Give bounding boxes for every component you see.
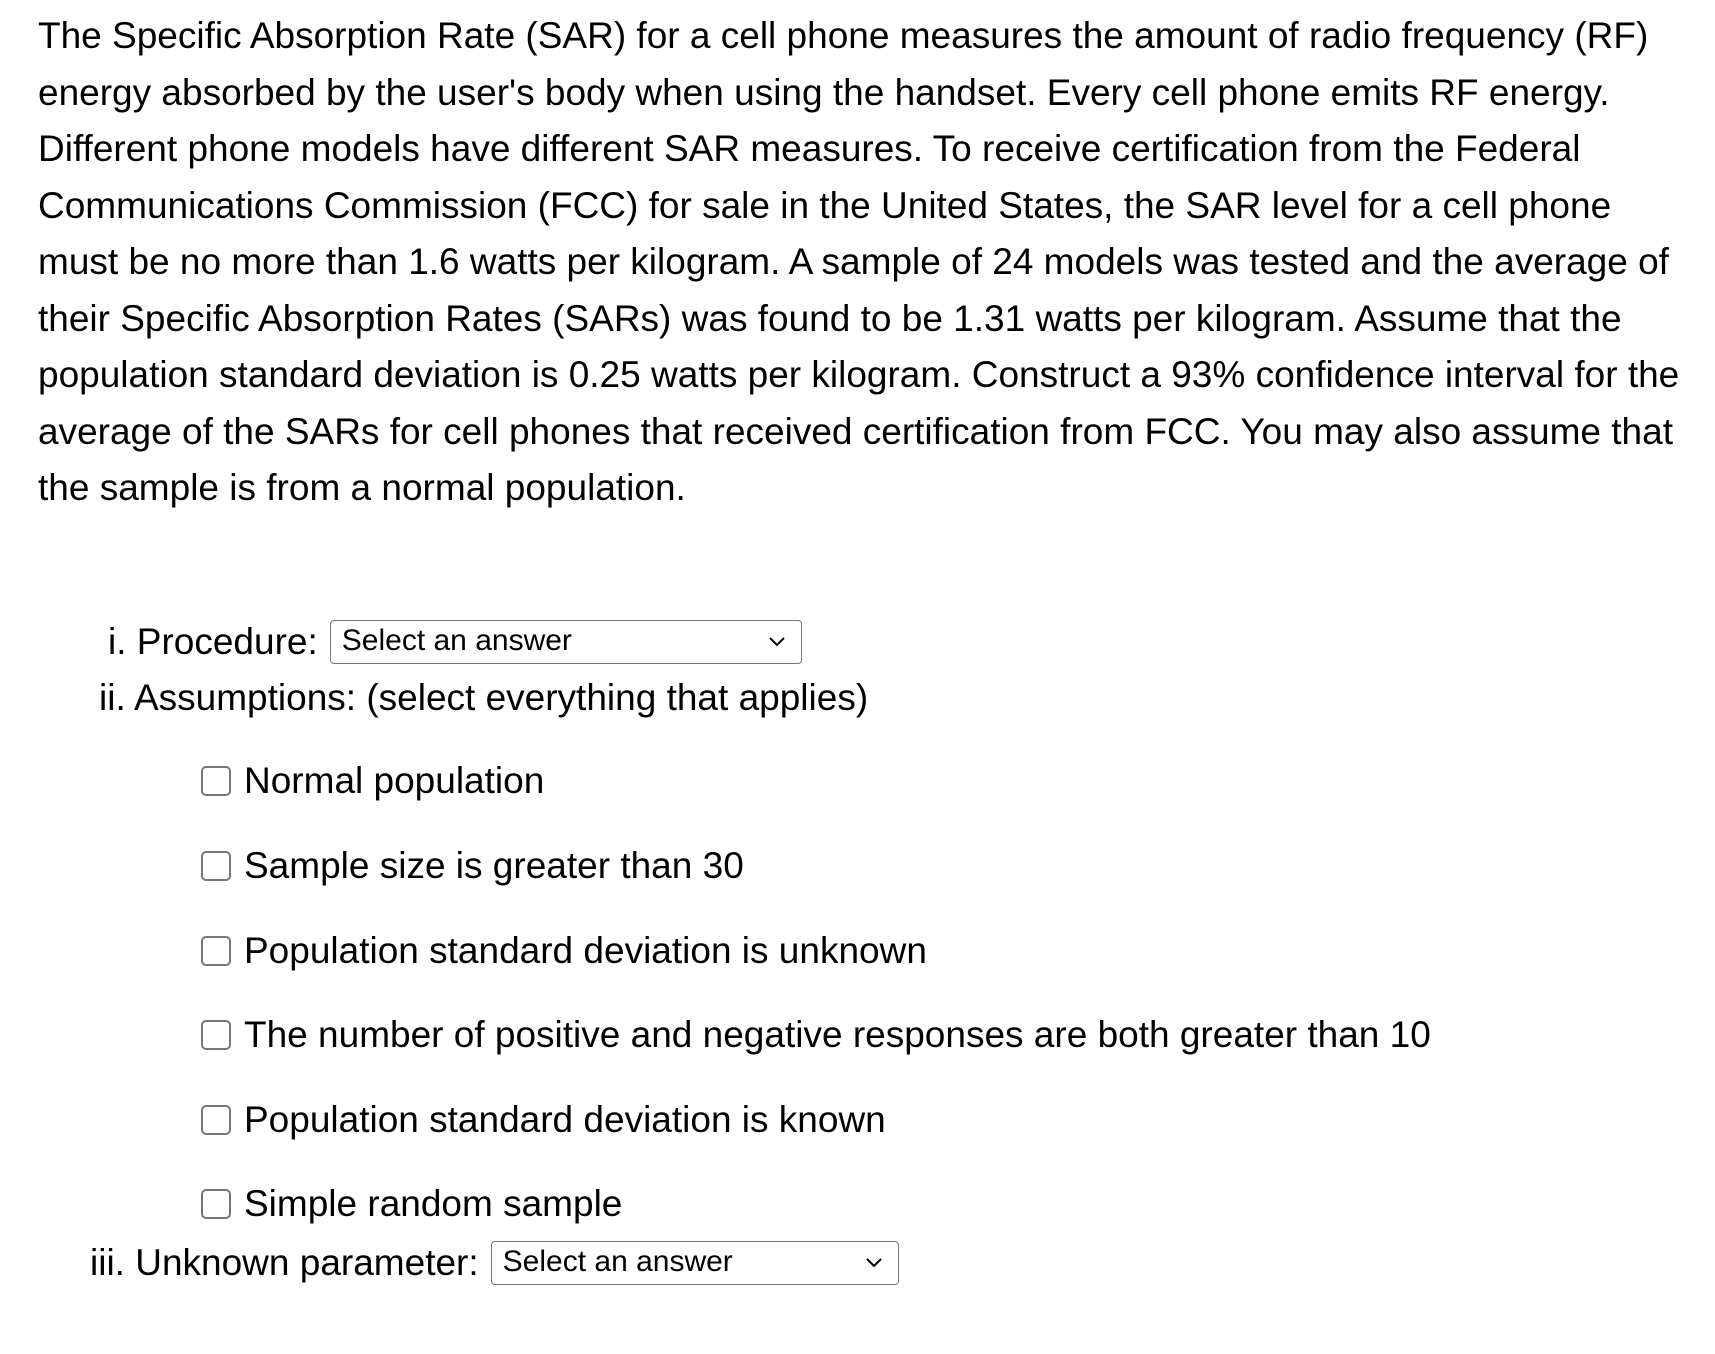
checkbox-icon[interactable] [201, 936, 231, 966]
assumptions-label: ii. Assumptions: (select everything that applies) [99, 677, 869, 718]
assumption-option-label: Population standard deviation is unknown [244, 930, 927, 971]
unknown-parameter-question [90, 1241, 899, 1285]
assumption-option[interactable] [201, 759, 544, 803]
assumption-option-label: Normal population [244, 760, 545, 801]
chevron-down-icon [767, 631, 787, 651]
assumption-option[interactable] [201, 1013, 1431, 1057]
assumption-option[interactable] [201, 844, 744, 888]
checkbox-icon[interactable] [201, 1105, 231, 1135]
procedure-select-value: Select an answer [341, 624, 572, 657]
checkbox-icon[interactable] [201, 1020, 231, 1050]
checkbox-icon[interactable] [201, 851, 231, 881]
procedure-question [108, 620, 802, 664]
unknown-parameter-select-value: Select an answer [502, 1245, 733, 1278]
assumption-option-label: Simple random sample [244, 1183, 623, 1224]
procedure-select[interactable] [330, 620, 802, 664]
unknown-parameter-select[interactable] [491, 1241, 899, 1285]
problem-statement: The Specific Absorption Rate (SAR) for a cell phone measures the amount of radio frequency (RF) energy absorbed by the user's body when using the handset. Every cell phone emits RF energy. Different phone models have different SAR measures. To receive certification from the Federal Communications Commission (FCC) for sale in the United States, the SAR level for a cell phone must be no more than 1.6 watts per kilogram. A sample of 24 models was tested and the average of their Specific Absorption Rates (SARs) was found to be 1.31 watts per kilogram. Assume that the population standard deviation is 0.25 watts per kilogram. Construct a 93% confidence interval for the average of the SARs for cell phones that received certification from FCC. You may also assume that the sample is from a normal population. [38, 15, 1680, 508]
chevron-down-icon [864, 1252, 884, 1272]
assumption-option-label: The number of positive and negative responses are both greater than 10 [244, 1014, 1431, 1055]
checkbox-icon[interactable] [201, 766, 231, 796]
unknown-parameter-label: iii. Unknown parameter: [90, 1242, 479, 1283]
procedure-label: i. Procedure: [108, 621, 318, 662]
assumption-option[interactable] [201, 1098, 886, 1142]
checkbox-icon[interactable] [201, 1189, 231, 1219]
assumption-option[interactable] [201, 929, 927, 973]
assumption-option-label: Sample size is greater than 30 [244, 845, 744, 886]
assumption-option[interactable] [201, 1182, 622, 1226]
assumption-option-label: Population standard deviation is known [244, 1099, 886, 1140]
